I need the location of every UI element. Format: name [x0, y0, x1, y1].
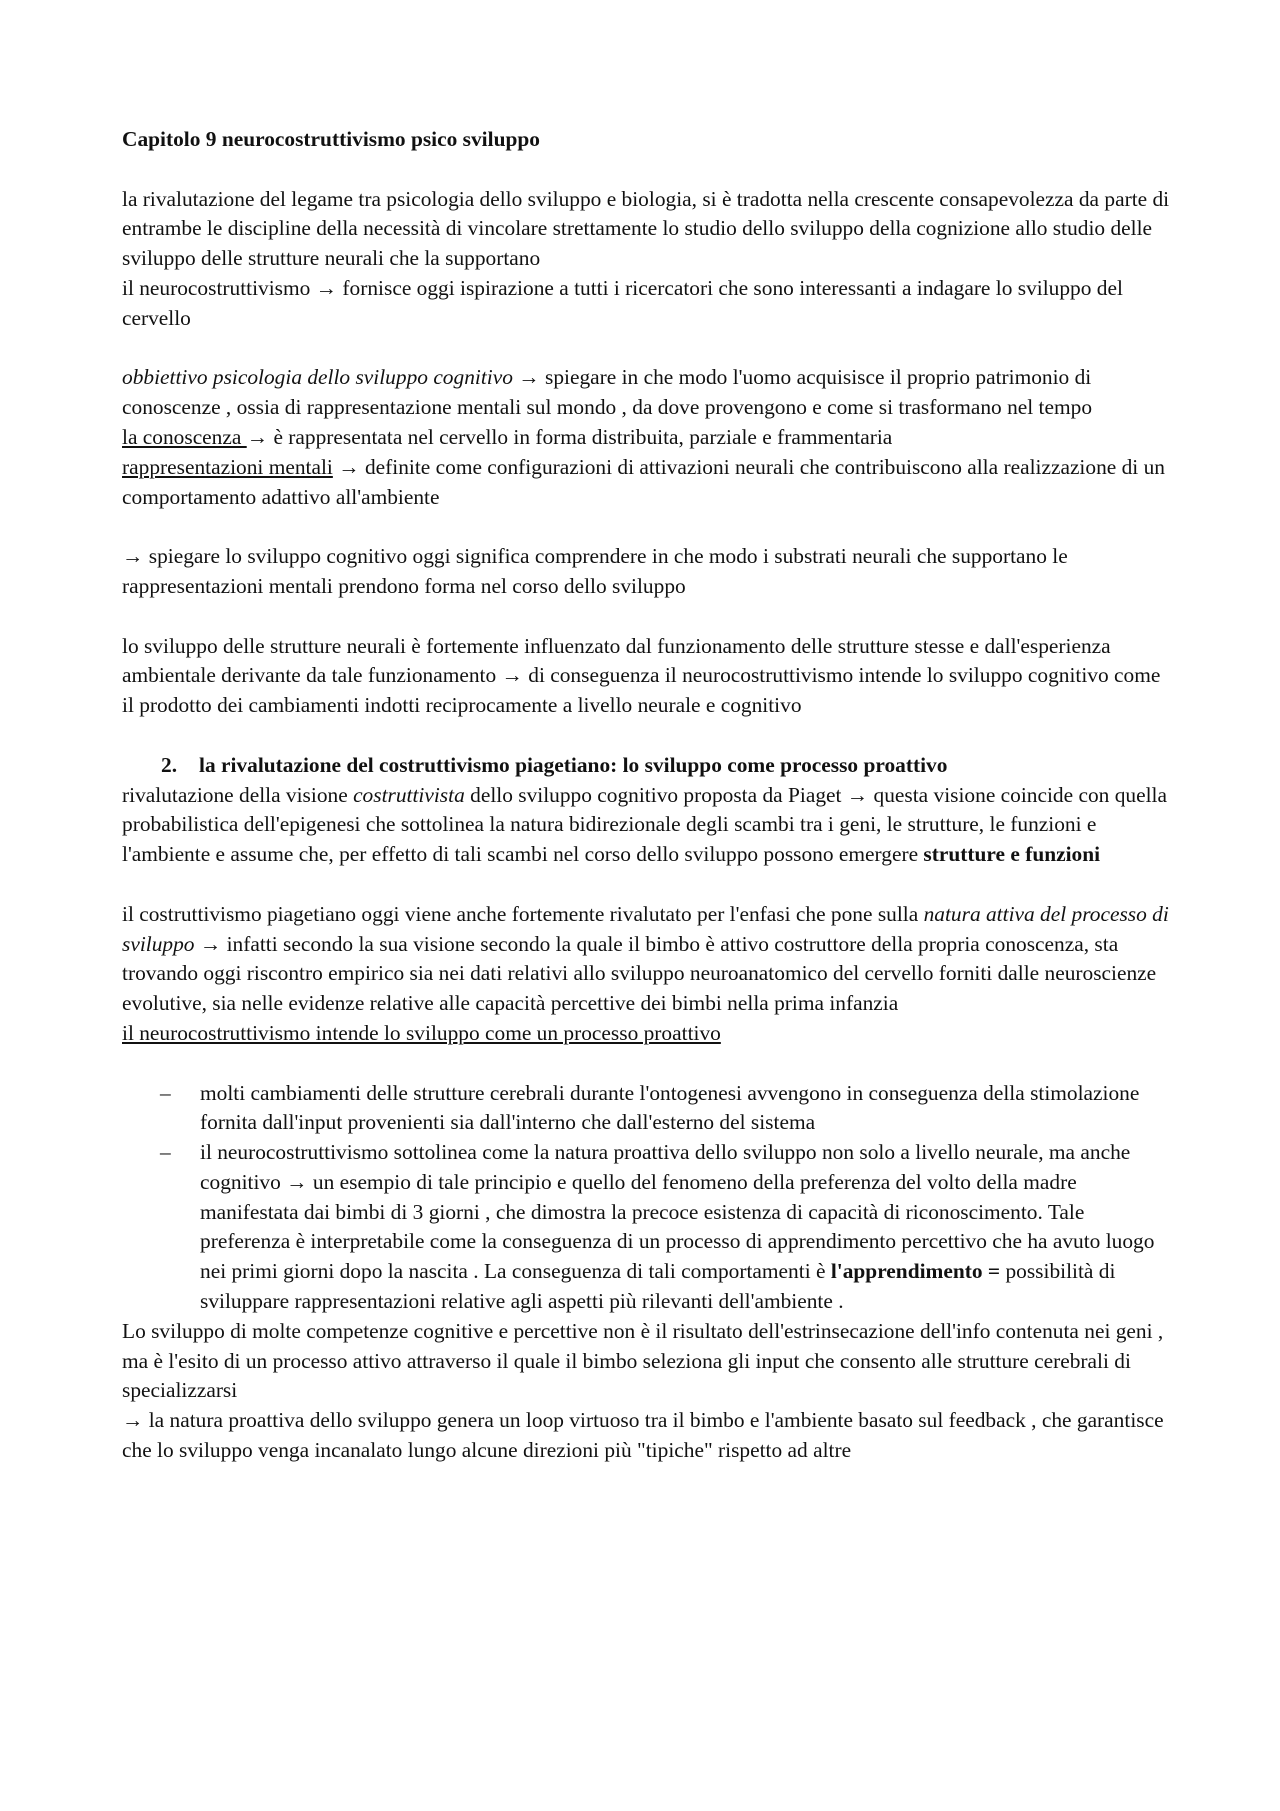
paragraph-text: dello sviluppo cognitivo proposta da Piaget → questa visione coincide con quella probabilistica dell'epigenesi che sottolinea la natura bidirezionale degli scambi tra i geni, le strutture, le funzioni e l'ambiente e assume che, per effetto di tali scambi nel corso dello sviluppo possono emergere: [122, 782, 1167, 867]
paragraph-text: → spiegare in che modo l'uomo acquisisce il proprio patrimonio di conoscenze , ossia di rappresentazione mentali sul mondo , da dove provengono e come si trasformano nel tempo: [122, 365, 1093, 420]
list-item-text: molti cambiamenti delle strutture cerebrali durante l'ontogenesi avvengono in conseguenza della stimolazione fornita dall'input provenienti sia dall'interno che dall'esterno del sistema: [200, 1080, 1140, 1135]
list-item-text: il neurocostruttivismo sottolinea come la natura proattiva dello sviluppo non solo a livello neurale, ma anche cognitivo → un esempio di tale principio e quello del fenomeno della preferenza del volto della madre manifestata dai bimbi di 3 giorni , che dimostra la precoce esistenza di capacità di riconoscimento. Tale preferenza è interpretabile come la conseguenza di un processo di apprendimento percettivo che ha avuto luogo nei primi giorni dopo la nascita . La conseguenza di tali comportamenti è: [200, 1140, 1155, 1284]
underlined-term: la conoscenza: [122, 424, 247, 449]
italic-term: obbiettivo psicologia dello sviluppo cognitivo: [122, 365, 513, 390]
paragraph-neurocostruttivismo: il neurocostruttivismo → fornisce oggi ispirazione a tutti i ricercatori che sono interessanti a indagare lo sviluppo del cervello: [122, 275, 1123, 330]
paragraph-spiegare: → spiegare lo sviluppo cognitivo oggi significa comprendere in che modo i substrati neurali che supportano le rappresentazioni mentali prendono forma nel corso dello sviluppo: [122, 544, 1068, 598]
spacer: [122, 721, 1172, 751]
paragraph-text: → infatti secondo la sua visione secondo la quale il bimbo è attivo costruttore della propria conoscenza, sta trovando oggi riscontro empirico sia nei dati relativi allo sviluppo neuroanatomico del cervello forniti dalle neuroscienze evolutive, sia nelle evidenze relative alle capacità percettive dei bimbi nella prima infanzia: [122, 931, 1157, 1016]
list-item-text: possibilità di sviluppare rappresentazioni relative agli aspetti più rilevanti dell'ambiente .: [200, 1259, 1116, 1314]
spacer: [122, 870, 1172, 900]
section-heading-text: la rivalutazione del costruttivismo piagetiano: lo sviluppo come processo proattivo: [199, 752, 948, 777]
underlined-statement: il neurocostruttivismo intende lo sviluppo come un processo proattivo: [122, 1020, 721, 1045]
bold-term: l'apprendimento =: [830, 1259, 1001, 1284]
spacer: [122, 512, 1172, 542]
spacer: [122, 334, 1172, 364]
paragraph-obbiettivo: [122, 363, 1172, 423]
dash-marker: –: [160, 1080, 171, 1105]
paragraph-costruttivismo-piagetiano: [122, 900, 1172, 1019]
paragraph-text: il costruttivismo piagetiano oggi viene anche fortemente rivalutato per l'enfasi che pone sulla: [122, 901, 924, 926]
paragraph-competenze: Lo sviluppo di molte competenze cognitive e percettive non è il risultato dell'estrinsecazione dell'info contenuta nei geni , ma è l'esito di un processo attivo attraverso il quale il bimbo seleziona gli input che consento alle strutture cerebrali di specializzarsi: [122, 1318, 1164, 1403]
bullet-list: [122, 1079, 1172, 1317]
page-title: Capitolo 9 neurocostruttivismo psico sviluppo: [122, 127, 540, 151]
italic-term: natura attiva del processo di sviluppo: [122, 901, 1169, 956]
italic-term: costruttivista: [353, 782, 465, 807]
bold-term: strutture e funzioni: [923, 842, 1101, 867]
list-item: [122, 1138, 1172, 1317]
paragraph-strutture-neurali: lo sviluppo delle strutture neurali è fortemente influenzato dal funzionamento delle strutture stesse e dall'esperienza ambientale derivante da tale funzionamento → di conseguenza il neurocostruttivismo intende lo sviluppo cognitivo come il prodotto dei cambiamenti indotti reciprocamente a livello neurale e cognitivo: [122, 633, 1161, 718]
document-page: [122, 125, 1172, 1466]
spacer: [122, 155, 1172, 185]
dash-marker: –: [160, 1140, 171, 1165]
paragraph-text: → è rappresentata nel cervello in forma distribuita, parziale e frammentaria: [246, 424, 893, 449]
section-heading: [122, 751, 1172, 781]
underlined-term: rappresentazioni mentali: [122, 454, 333, 479]
paragraph-text: → definite come configurazioni di attivazioni neurali che contribuiscono alla realizzazione di un comportamento adattivo all'ambiente: [122, 454, 1165, 509]
paragraph-rappresentazioni: [122, 453, 1172, 513]
list-item: [122, 1079, 1172, 1139]
paragraph-intro: la rivalutazione del legame tra psicologia dello sviluppo e biologia, si è tradotta nella crescente consapevolezza da parte di entrambe le discipline della necessità di vincolare strettamente lo studio dello sviluppo della cognizione allo studio delle sviluppo delle strutture neurali che la supportano: [122, 186, 1170, 271]
spacer: [122, 1049, 1172, 1079]
paragraph-conoscenza: [122, 423, 1172, 453]
paragraph-loop: → la natura proattiva dello sviluppo genera un loop virtuoso tra il bimbo e l'ambiente basato sul feedback , che garantisce che lo sviluppo venga incanalato lungo alcune direzioni più "tipiche" rispetto ad altre: [122, 1408, 1164, 1463]
section-number: 2.: [161, 752, 178, 777]
paragraph-text: rivalutazione della visione: [122, 782, 354, 807]
spacer: [122, 602, 1172, 632]
paragraph-rivalutazione: [122, 781, 1172, 870]
